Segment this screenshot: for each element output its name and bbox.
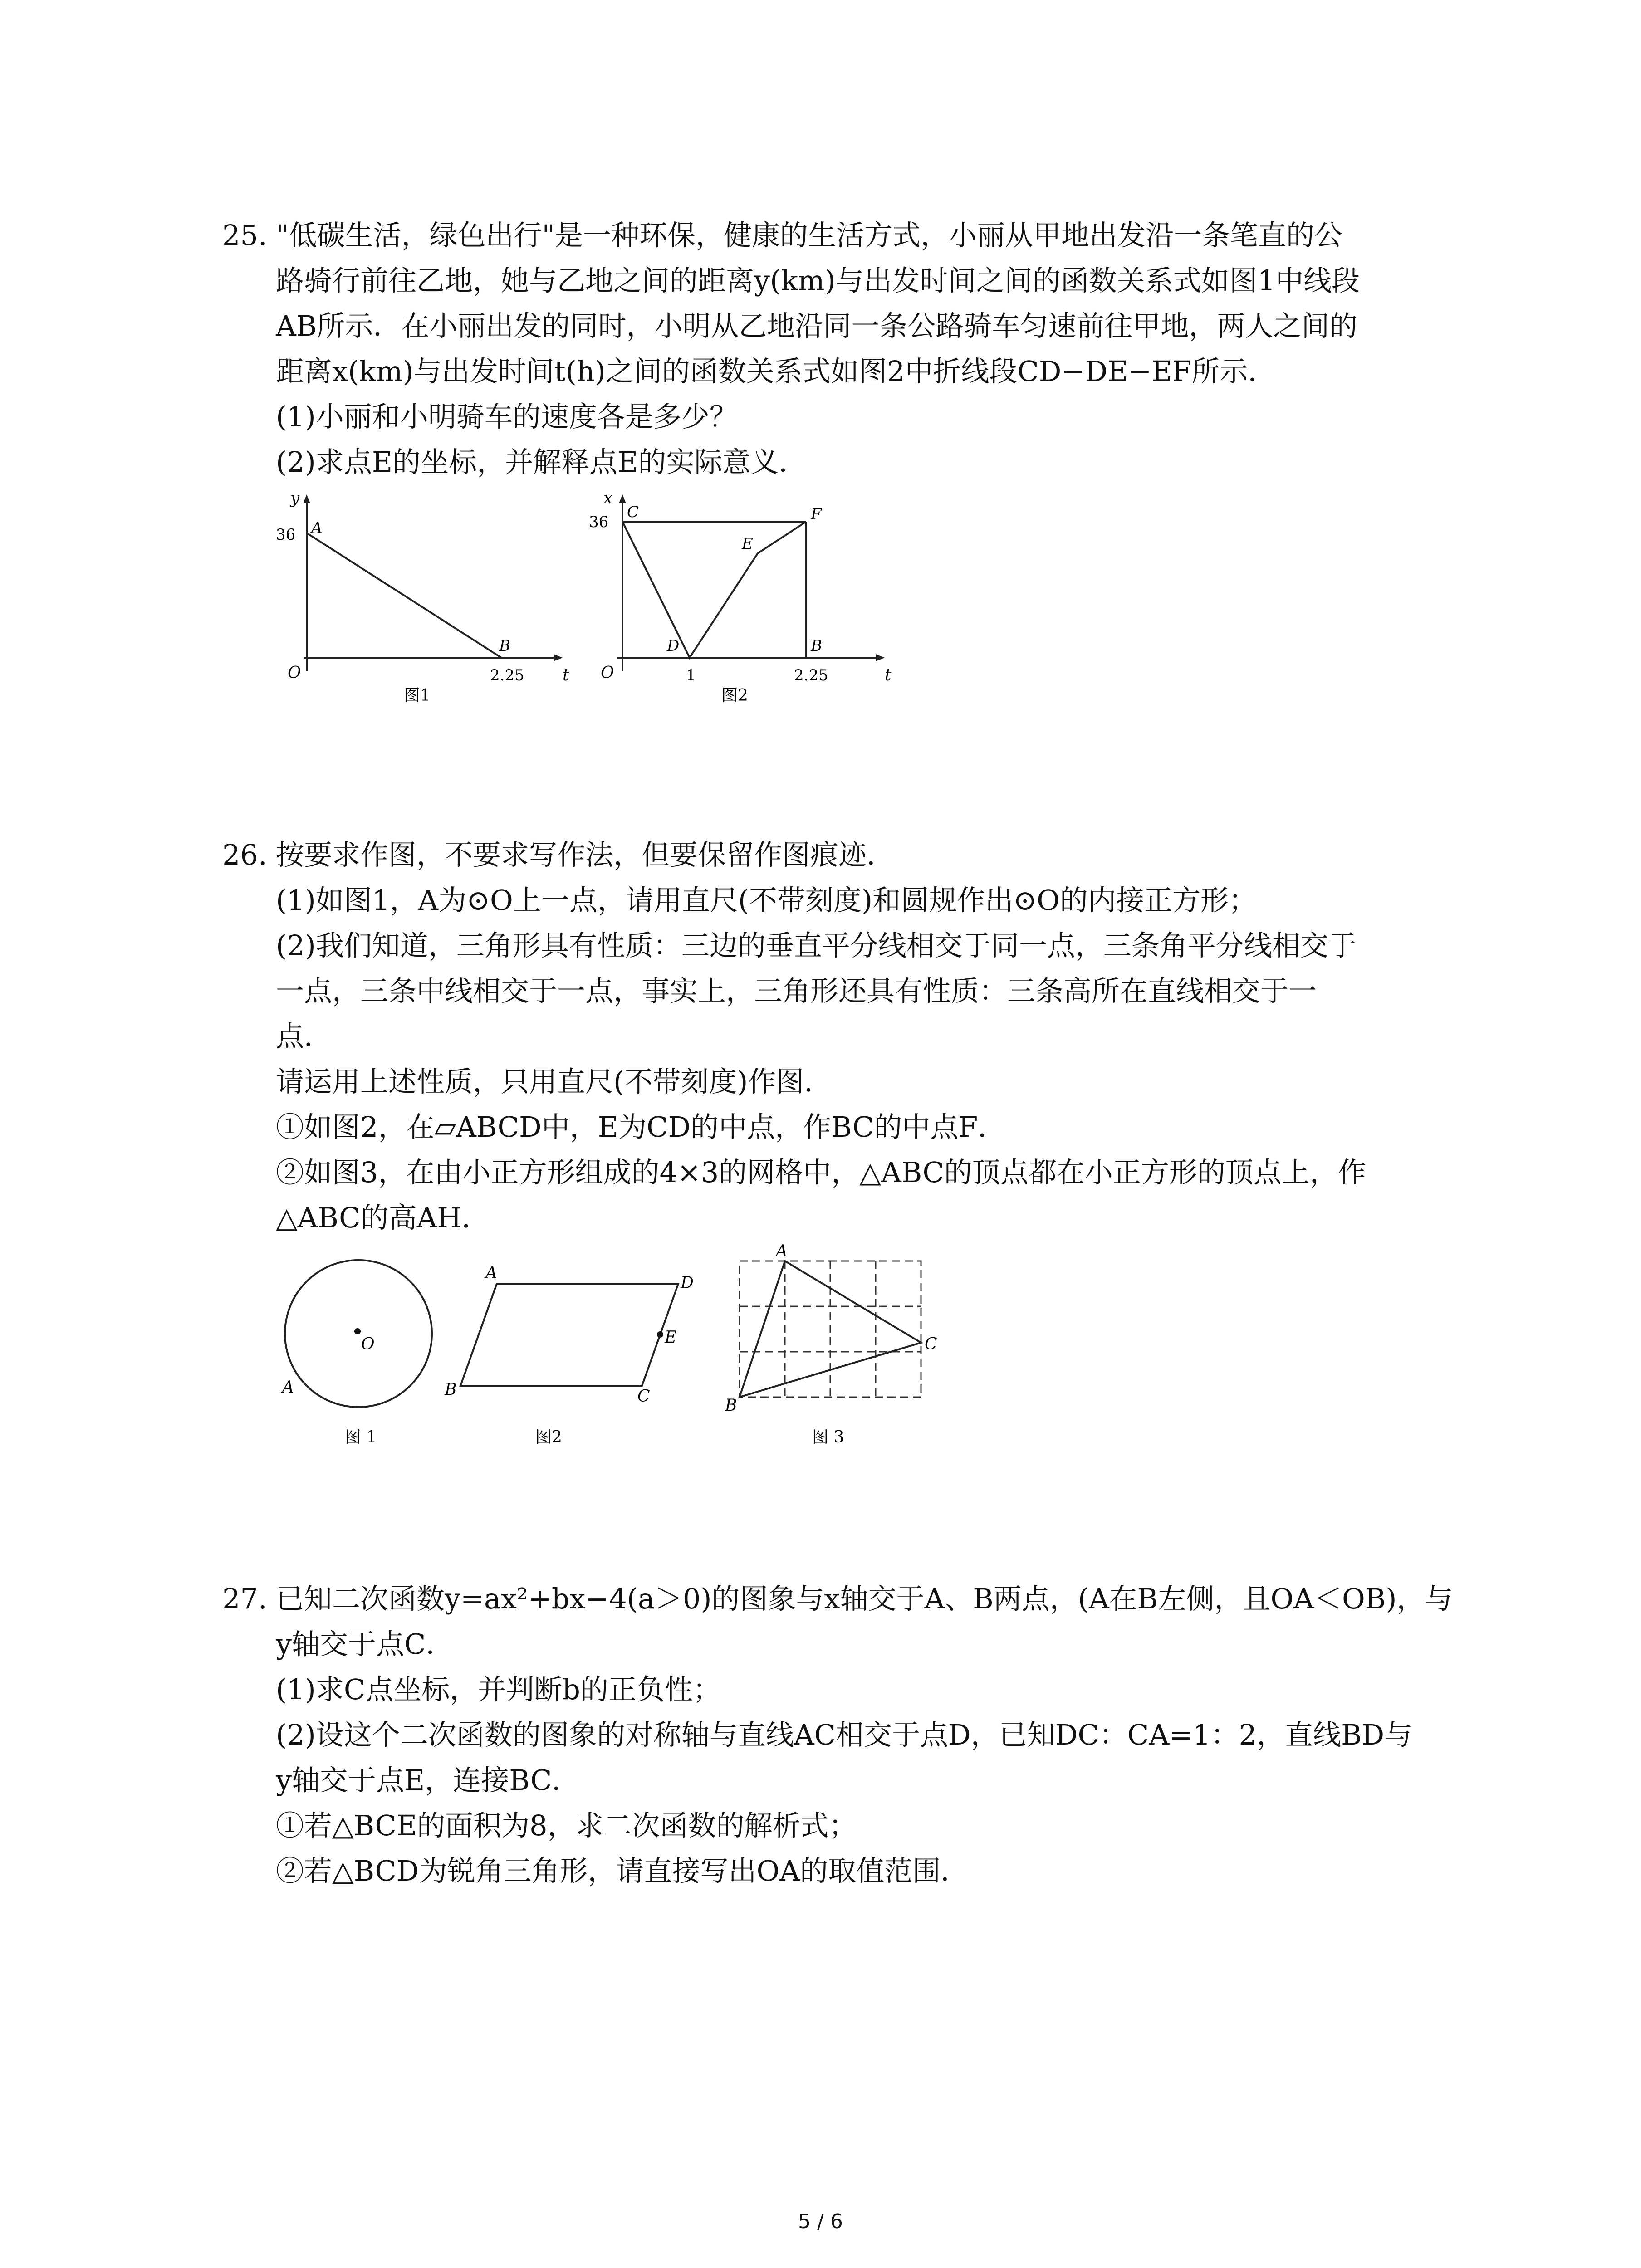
figure-caption: 图2	[721, 686, 748, 705]
point-label: F	[811, 505, 822, 523]
polyline-cdef	[622, 522, 806, 658]
point-label: O	[361, 1335, 375, 1354]
point-label: D	[667, 637, 680, 655]
q26-figure-2	[436, 1264, 694, 1461]
y-tick-label: 36	[276, 526, 296, 544]
point-label: B	[725, 1396, 737, 1415]
question-text-line: "低碳生活，绿色出行"是一种环保，健康的生活方式，小丽从甲地出发沿一条笔直的公	[276, 219, 1343, 252]
point-label: C	[637, 1387, 650, 1406]
x-tick-label: 2.25	[794, 666, 828, 684]
sub-question: (1)小丽和小明骑车的速度各是多少？	[276, 400, 738, 433]
y-axis-label: y	[290, 489, 300, 508]
sub-question: (2)求点E的坐标，并解释点E的实际意义．	[276, 445, 807, 479]
figure-caption: 图2	[535, 1428, 562, 1447]
y-tick-label: 36	[589, 513, 609, 531]
q26-figure-3	[708, 1243, 962, 1456]
question-text-line: 路骑行前往乙地，她与乙地之间的距离y(km)与出发时间之间的函数关系式如图1中线段	[276, 264, 1360, 297]
point-label: E	[742, 535, 753, 553]
parallelogram-abcd	[460, 1284, 678, 1386]
question-text-line: 点．	[276, 1020, 333, 1053]
q26-figure-1	[272, 1256, 457, 1461]
center-point	[354, 1328, 361, 1334]
question-text-line: y轴交于点C．	[276, 1628, 454, 1661]
point-label: B	[499, 637, 510, 655]
x-tick-label: 2.25	[490, 666, 524, 684]
sub-question: (2)设这个二次函数的图象的对称轴与直线AC相交于点D，已知DC：CA=1：2，直线BD与	[276, 1718, 1413, 1751]
question-number: 27.	[222, 1582, 267, 1615]
origin-label: O	[601, 664, 614, 682]
point-label: C	[925, 1335, 937, 1354]
x-axis-arrow	[876, 654, 885, 661]
q25-figure-2	[585, 490, 894, 708]
point-label: D	[681, 1274, 694, 1292]
question-text-line: 按要求作图，不要求写作法，但要保留作图痕迹．	[276, 838, 895, 871]
point-label: A	[282, 1378, 294, 1397]
point-label: A	[485, 1264, 497, 1282]
origin-label: O	[288, 664, 301, 682]
x-tick-label: 1	[686, 666, 696, 684]
point-label: C	[627, 503, 639, 521]
question-text-line: AB所示．在小丽出发的同时，小明从乙地沿同一条公路骑车匀速前往甲地，两人之间的	[276, 309, 1358, 342]
question-text-line: △ABC的高AH．	[276, 1201, 490, 1234]
sub-question: (1)求C点坐标，并判断b的正负性；	[276, 1673, 721, 1706]
x-axis-label: t	[885, 666, 892, 684]
question-text-line: y轴交于点E，连接BC．	[276, 1764, 580, 1797]
sub-question: ①如图2，在▱ABCD中，E为CD的中点，作BC的中点F．	[276, 1110, 1006, 1144]
question-number: 26.	[222, 838, 267, 871]
sub-question: ②如图3，在由小正方形组成的4×3的网格中，△ABC的顶点都在小正方形的顶点上，作	[276, 1156, 1366, 1189]
x-axis-arrow	[554, 654, 563, 661]
point-label: B	[445, 1380, 457, 1399]
sub-question: ②若△BCD为锐角三角形，请直接写出OA的取值范围．	[276, 1854, 969, 1887]
x-axis-label: t	[563, 666, 569, 684]
sub-question: ①若△BCE的面积为8，求二次函数的解析式；	[276, 1809, 857, 1842]
sub-question: (2)我们知道，三角形具有性质：三边的垂直平分线相交于同一点，三条角平分线相交于	[276, 929, 1357, 962]
question-text-line: 已知二次函数y=ax²+bx−4(a＞0)的图象与x轴交于A、B两点，(A在B左侧，且OA＜OB)，与	[276, 1582, 1453, 1615]
y-axis-label: x	[603, 489, 613, 508]
question-text-line: 一点，三条中线相交于一点，事实上，三角形还具有性质：三条高所在直线相交于一	[276, 974, 1317, 1007]
question-text-line: 请运用上述性质，只用直尺(不带刻度)作图．	[276, 1065, 833, 1098]
figure-caption: 图1	[404, 686, 431, 705]
point-label: A	[776, 1242, 788, 1261]
figure-caption: 图 1	[345, 1428, 377, 1447]
point-label: B	[811, 637, 822, 655]
segment-ab	[307, 533, 501, 658]
midpoint-e	[657, 1331, 663, 1338]
sub-question: (1)如图1，A为⊙O上一点，请用直尺(不带刻度)和圆规作出⊙O的内接正方形；	[276, 884, 1257, 917]
q25-figure-1	[272, 490, 572, 708]
y-axis-arrow	[619, 494, 626, 503]
question-number: 25.	[222, 219, 267, 252]
y-axis-arrow	[303, 494, 310, 503]
question-text-line: 距离x(km)与出发时间t(h)之间的函数关系式如图2中折线段CD−DE−EF所示．	[276, 355, 1276, 388]
page-number: 5 / 6	[798, 2210, 843, 2233]
point-label: E	[665, 1328, 677, 1347]
point-label: A	[311, 519, 323, 537]
figure-caption: 图 3	[812, 1428, 844, 1447]
